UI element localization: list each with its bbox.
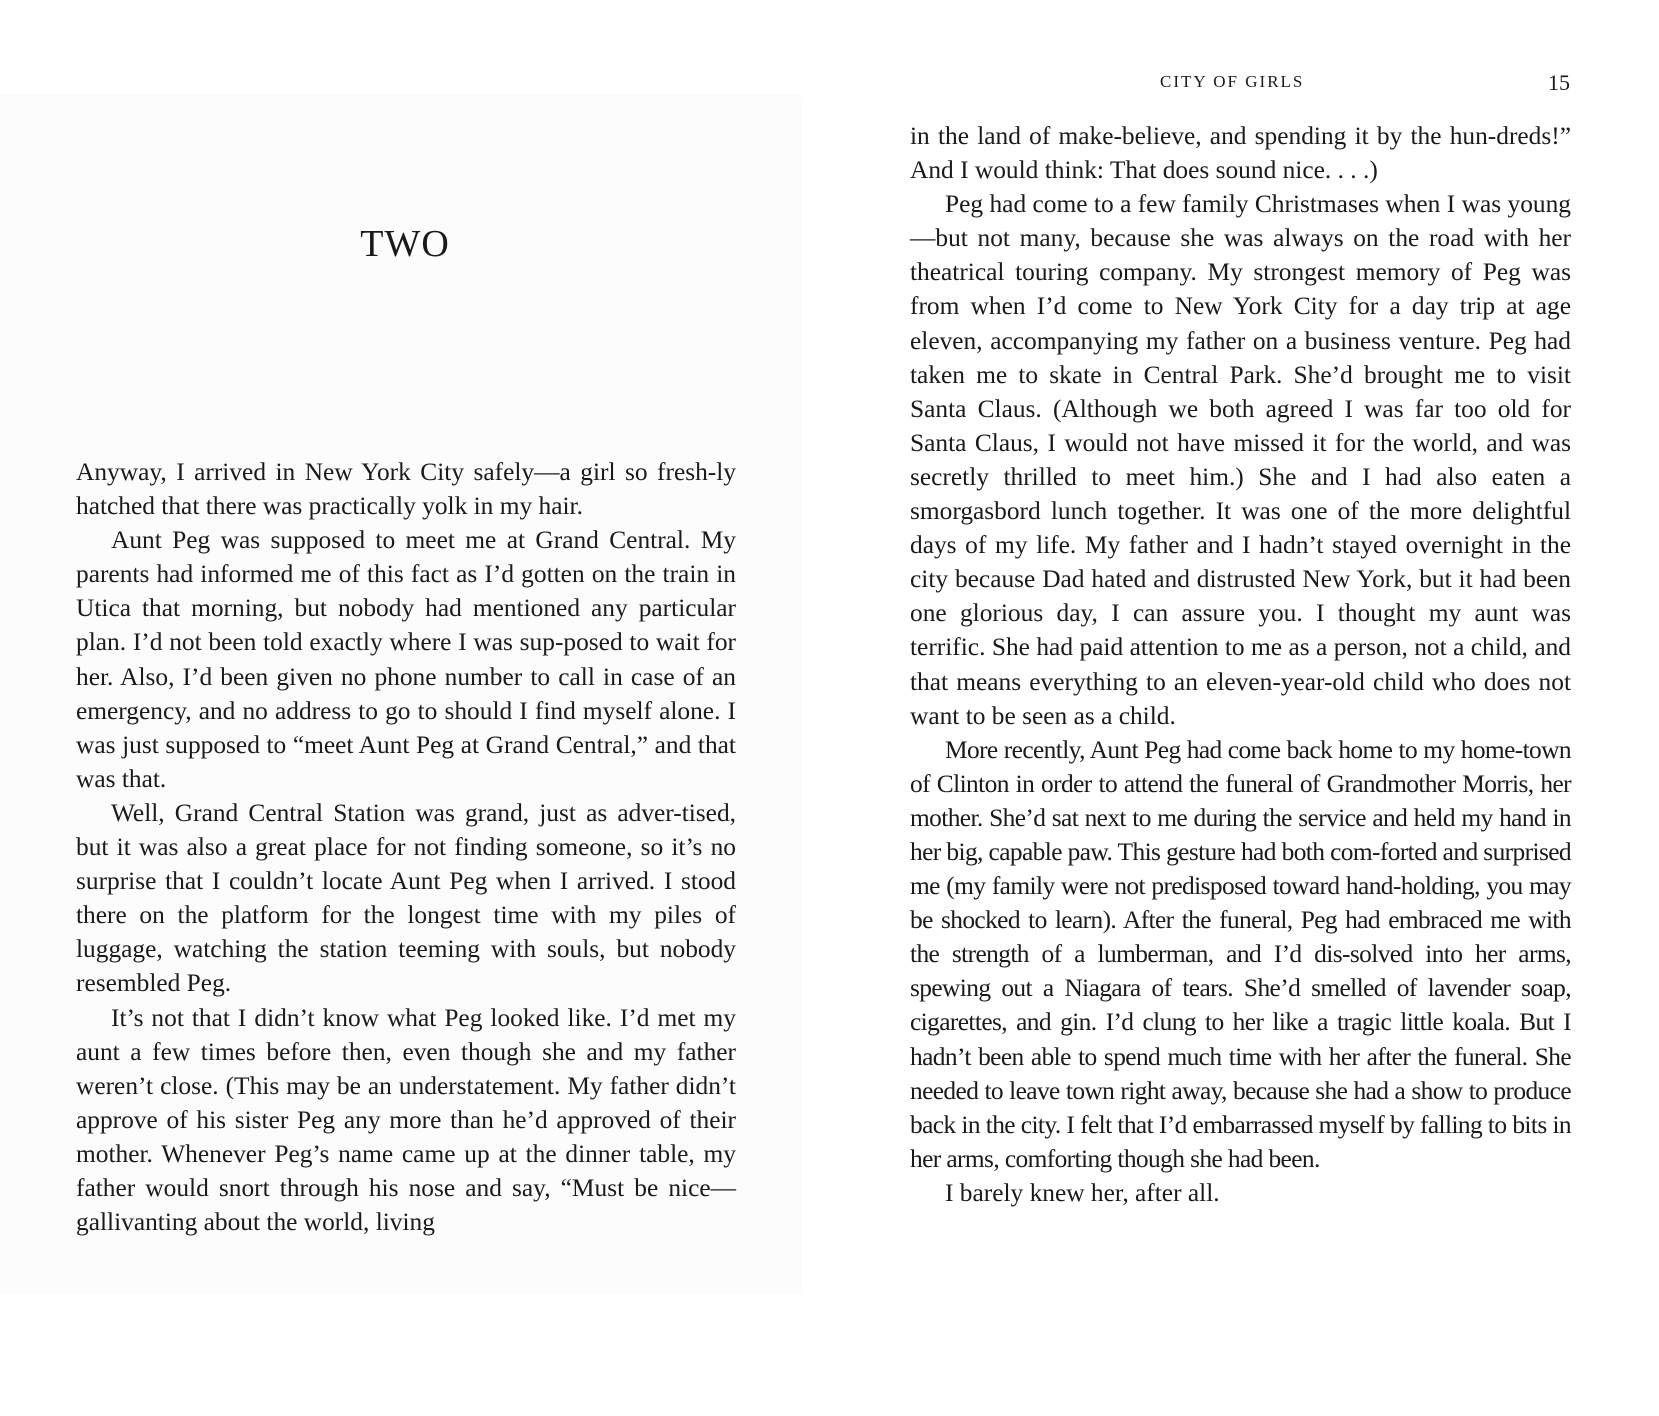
paragraph: More recently, Aunt Peg had come back home to my home-town of Clinton in order to attend the funeral of Grandmother Morris, her mother. She’d sat next to me during the service and held my hand in her big, capable paw. This gesture had both com-forted and surprised me (my family were not predisposed toward hand-holding, you may be shocked to learn). After the funeral, Peg had embraced me with the strength of a lumberman, and I’d dis-solved into her arms, spewing out a Niagara of tears. She’d smelled of lavender soap, cigarettes, and gin. I’d clung to her like a tragic little koala. But I hadn’t been able to spend much time with her after the funeral. She needed to leave town right away, because she had a show to produce back in the city. I felt that I’d embarrassed myself by falling to bits in her arms, comforting though she had been.: [910, 735, 1571, 1173]
right-page-body: [910, 119, 1571, 1210]
paragraph: Anyway, I arrived in New York City safely—a girl so fresh-ly hatched that there was practically yolk in my hair.: [76, 458, 736, 521]
running-head: CITY OF GIRLS: [1160, 72, 1305, 91]
paragraph: in the land of make-believe, and spending it by the hun-dreds!” And I would think: That does sound nice. . . .): [910, 122, 1571, 185]
page-number: 15: [1548, 70, 1570, 95]
paragraph: It’s not that I didn’t know what Peg looked like. I’d met my aunt a few times before then, even though she and my father weren’t close. (This may be an understatement. My father didn’t approve of his sister Peg any more than he’d approved of their mother. Whenever Peg’s name came up at the dinner table, my father would snort through his nose and say, “Must be nice—gallivanting about the world, living: [76, 1003, 736, 1237]
chapter-title: TWO: [360, 223, 450, 265]
paragraph: Peg had come to a few family Christmases when I was young—but not many, because she was always on the road with her theatrical touring company. My strongest memory of Peg was from when I’d come to New York City for a day trip at age eleven, accompanying my father on a business venture. Peg had taken me to skate in Central Park. She’d brought me to visit Santa Claus. (Although we both agreed I was far too old for Santa Claus, I would not have missed it for the world, and was secretly thrilled to meet him.) She and I had also eaten a smorgasbord lunch together. It was one of the more delightful days of my life. My father and I hadn’t stayed overnight in the city because Dad hated and distrusted New York, but it had been one glorious day, I can assure you. I thought my aunt was terrific. She had paid attention to me as a person, not a child, and that means everything to an eleven-year-old child who does not want to be seen as a child.: [910, 190, 1571, 730]
paragraph: I barely knew her, after all.: [945, 1178, 1220, 1207]
left-page-body: [76, 455, 736, 1239]
paragraph: Aunt Peg was supposed to meet me at Grand Central. My parents had informed me of this fact as I’d gotten on the train in Utica that morning, but nobody had mentioned any particular plan. I’d not been told exactly where I was sup-posed to wait for her. Also, I’d been given no phone number to call in case of an emergency, and no address to go to should I find myself alone. I was just supposed to “meet Aunt Peg at Grand Central,” and that was that.: [76, 526, 736, 793]
paragraph: Well, Grand Central Station was grand, just as adver-tised, but it was also a great place for not finding someone, so it’s no surprise that I couldn’t locate Aunt Peg when I arrived. I stood there on the platform for the longest time with my piles of luggage, watching the station teeming with souls, but nobody resembled Peg.: [76, 798, 736, 998]
